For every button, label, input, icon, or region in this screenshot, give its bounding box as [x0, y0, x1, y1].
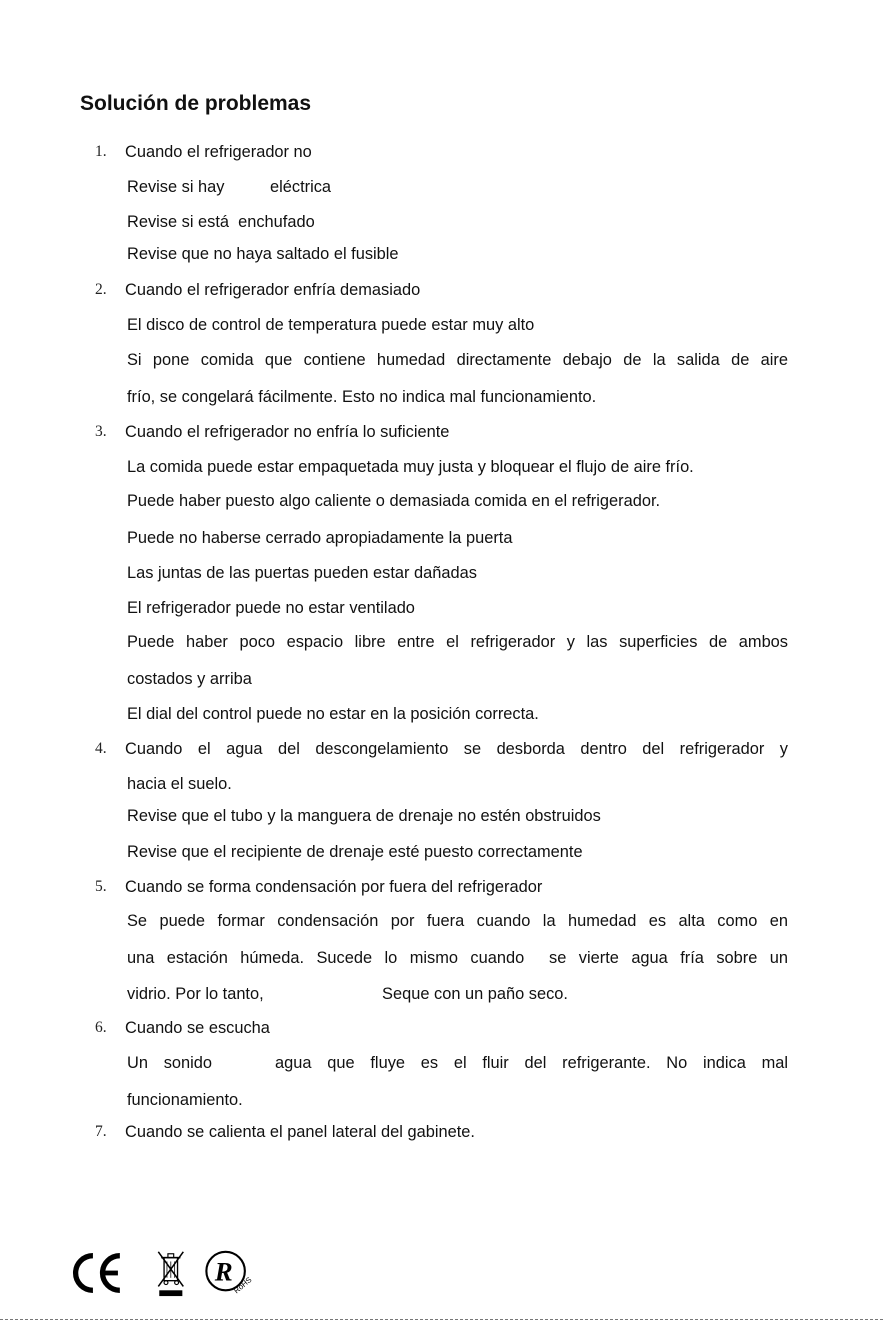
rohs-icon	[206, 1252, 253, 1295]
section-number-3: 3.	[95, 423, 107, 440]
section-5-item-1: Se puede formar condensación por fuera cuando la humedad es alta como en	[127, 912, 788, 930]
section-heading-6: Cuando se escucha	[125, 1019, 270, 1037]
section-number-6: 6.	[95, 1019, 107, 1036]
crossed-out-bin-icon	[158, 1252, 183, 1296]
section-1-item-1: Revise si hay eléctrica	[127, 178, 332, 196]
section-3-item-2: Puede haber puesto algo caliente o demasiada comida en el refrigerador.	[127, 492, 661, 510]
section-heading-3: Cuando el refrigerador no enfría lo suficiente	[125, 423, 450, 441]
section-5-item-2: una estación húmeda. Sucede lo mismo cuando se vierte agua fría sobre un	[127, 949, 788, 967]
section-number-4: 4.	[95, 740, 107, 757]
section-number-1: 1.	[95, 143, 107, 160]
section-3-item-4: Las juntas de las puertas pueden estar dañadas	[127, 564, 477, 582]
certification-logos	[66, 1248, 266, 1298]
section-number-7: 7.	[95, 1123, 107, 1140]
section-4-item-2: Revise que el tubo y la manguera de drenaje no estén obstruidos	[127, 807, 601, 825]
section-2-item-3: frío, se congelará fácilmente. Esto no indica mal funcionamiento.	[127, 388, 597, 406]
ce-mark-icon	[76, 1256, 120, 1291]
section-1-item-2: Revise si está enchufado	[127, 213, 315, 231]
section-6-item-1: Un sonido agua que fluye es el fluir del refrigerante. No indica mal	[127, 1054, 788, 1072]
section-2-item-2: Si pone comida que contiene humedad directamente debajo de la salida de aire	[127, 351, 788, 369]
bottom-rule	[0, 1319, 883, 1320]
section-6-item-2: funcionamiento.	[127, 1091, 243, 1109]
section-2-item-1: El disco de control de temperatura puede estar muy alto	[127, 316, 535, 334]
section-heading-4: Cuando el agua del descongelamiento se desborda dentro del refrigerador y	[125, 740, 788, 758]
section-heading-1: Cuando el refrigerador no	[125, 143, 312, 161]
section-3-item-8: El dial del control puede no estar en la posición correcta.	[127, 705, 539, 723]
section-heading-2: Cuando el refrigerador enfría demasiado	[125, 281, 421, 299]
section-3-item-7: costados y arriba	[127, 670, 252, 688]
svg-text:R: R	[214, 1256, 233, 1287]
section-5-item-3: vidrio. Por lo tanto, Seque con un paño seco.	[127, 985, 568, 1003]
section-3-item-6: Puede haber poco espacio libre entre el refrigerador y las superficies de ambos	[127, 633, 788, 651]
section-4-item-3: Revise que el recipiente de drenaje esté puesto correctamente	[127, 843, 583, 861]
rohs-text: RoHS	[231, 1275, 254, 1296]
page-title: Solución de problemas	[80, 92, 312, 115]
section-3-item-1: La comida puede estar empaquetada muy justa y bloquear el flujo de aire frío.	[127, 458, 694, 476]
section-3-item-5: El refrigerador puede no estar ventilado	[127, 599, 415, 617]
section-heading-7: Cuando se calienta el panel lateral del gabinete.	[125, 1123, 475, 1141]
section-4-item-1: hacia el suelo.	[127, 775, 232, 793]
section-number-5: 5.	[95, 878, 107, 895]
section-1-item-3: Revise que no haya saltado el fusible	[127, 245, 399, 263]
section-heading-5: Cuando se forma condensación por fuera del refrigerador	[125, 878, 543, 896]
section-number-2: 2.	[95, 281, 107, 298]
section-3-item-3: Puede no haberse cerrado apropiadamente la puerta	[127, 529, 513, 547]
